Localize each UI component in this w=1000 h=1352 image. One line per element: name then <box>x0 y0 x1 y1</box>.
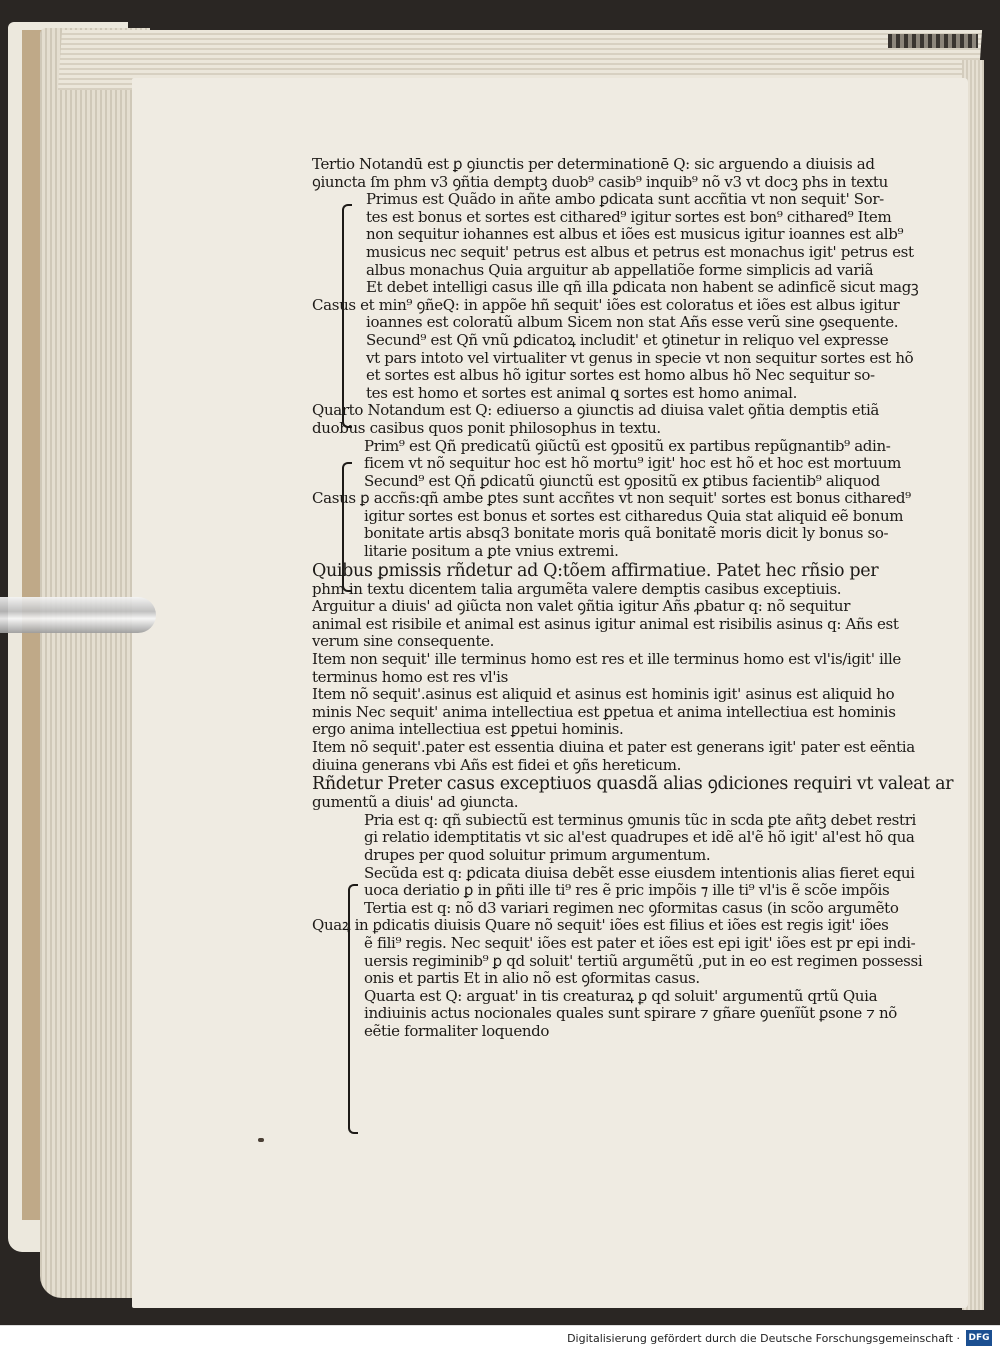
text-line: minis Nec sequit' anima intellectiua est ꝑpetua et anima intellectiua est hominis <box>312 702 896 721</box>
text-line: bonitate artis absq3 bonitate moris quã bonitatẽ moris dicit ly bonus so- <box>364 524 889 543</box>
text-line: albus monachus Quia arguitur ab appellatiõe forme simplicis ad variã <box>366 260 874 279</box>
footer-bar <box>0 1325 1000 1352</box>
text-line: Tertio Notandū est ꝑ ꝯiunctis per determinationē Q: sic arguendo a diuisis ad <box>312 155 875 173</box>
text-line: Secũda est q: ꝑdicata diuisa debẽt esse eiusdem intentionis alias fieret equi <box>364 863 915 882</box>
ink-speck <box>258 1138 264 1142</box>
text-line: indiuinis actus nocionales quales sunt spirare ⁊ gñare ꝯuenĩũt ꝑsone ⁊ nõ <box>364 1004 897 1023</box>
text-line: igitur sortes est bonus et sortes est citharedus Quia stat aliquid eẽ bonum <box>364 506 904 525</box>
text-line: drupes per quod soluitur primum argumentum. <box>364 845 711 864</box>
text-line: Secund⁹ est Qñ ꝑdicatũ ꝯiunctũ est ꝯpositũ ex ꝑtibus facientib⁹ aliquod <box>364 471 880 490</box>
text-line: terminus homo est res vl'is <box>312 667 508 686</box>
text-line: Pria est q: qñ subiectũ est terminus ꝯmunis tũc in scda ꝑte añtꝫ debet restri <box>364 810 916 829</box>
text-line: Casus et min⁹ ꝯñeQ: in appõe hñ sequit' iões est coloratus et iões est albus igitur <box>312 295 900 314</box>
text-line: eẽtie formaliter loquendo <box>364 1021 550 1040</box>
text-line: phm in textu dicentem talia argumẽta valere demptis casibus exceptiuis. <box>312 579 842 598</box>
text-line: Tertia est q: nõ d3 variari regimen nec ꝯformitas casus (in scõo argumẽto <box>364 898 899 917</box>
text-line: ꝯiuncta ſm phm v3 ꝯñtia demptꝫ duob⁹ casib⁹ inquib⁹ nõ v3 vt docꝫ phs in textu <box>312 172 888 191</box>
text-line: Quarta est Q: arguat' in tis creaturaꝝ ꝑ qd soluit' argumentũ qrtũ Quia <box>364 986 878 1005</box>
text-line: Item non sequit' ille terminus homo est res et ille terminus homo est vl'is/igit' ille <box>312 650 901 669</box>
text-line: Prim⁹ est Qñ predicatũ ꝯiũctũ est ꝯpositũ ex partibus repũgnantib⁹ adin- <box>364 436 891 455</box>
text-line: Secund⁹ est Qñ vnũ ꝑdicatoꝝ includit' et ꝯtinetur in reliquo vel expresse <box>366 330 889 349</box>
text-line: Quarto Notandum est Q: ediuerso a ꝯiunctis ad diuisa valet ꝯñtia demptis etiã <box>312 401 879 420</box>
text-line: verum sine consequente. <box>312 632 495 651</box>
text-line: musicus nec sequit' petrus est albus et petrus est monachus igit' petrus est <box>366 242 914 261</box>
text-line: ioannes est coloratũ album Sicem non stat Añs esse verũ sine ꝯsequente. <box>366 313 899 332</box>
text-line: Primus est Quãdo in añte ambo ꝑdicata sunt accñtia vt non sequit' Sor- <box>366 190 884 209</box>
funding-credit: Digitalisierung gefördert durch die Deutsche Forschungsgemeinschaft · <box>567 1332 960 1345</box>
text-line: ergo anima intellectiua est ꝑpetui hominis. <box>312 720 624 739</box>
dfg-logo[interactable]: DFG <box>966 1330 992 1346</box>
text-line: Quaꝝ in ꝑdicatis diuisis Quare nõ sequit' iões est filius et iões est regis igit' iões <box>312 916 889 935</box>
text-line: Rñdetur Preter casus exceptiuos quasdã alias ꝯdiciones requiri vt valeat ar <box>312 774 954 795</box>
text-line: uoca deriatio ꝑ in ꝑñti ille ti⁹ res ẽ pric impõis ⁊ ille ti⁹ vl'is ẽ scõe impõis <box>364 881 890 900</box>
text-line: Item nõ sequit'.asinus est aliquid et asinus est hominis igit' asinus est aliquid ho <box>312 685 895 704</box>
text-line: tes est bonus et sortes est cithared⁹ igitur sortes est bon⁹ cithared⁹ Item <box>366 207 892 226</box>
text-line: et sortes est albus hõ igitur sortes est homo albus hõ Nec sequitur so- <box>366 366 875 385</box>
text-line: ficem vt nõ sequitur hoc est hõ mortu⁹ igit' hoc est hõ et hoc est mortuum <box>364 454 902 473</box>
text-line: Quibus ꝑmissis rñdetur ad Q:tõem affirmatiue. Patet hec rñsio per <box>312 560 879 581</box>
text-line: uersis regiminib⁹ ꝑ qd soluit' tertiũ argumẽtũ ,put in eo est regimen possessi <box>364 951 923 970</box>
text-line: vt pars intoto vel virtualiter vt genus in specie vt non sequitur sortes est hõ <box>366 348 914 367</box>
text-line: ẽ fili⁹ regis. Nec sequit' iões est pater et iões est epi igit' iões est pr epi indi- <box>364 933 916 952</box>
text-line: litarie positum a ꝑte vnius extremi. <box>364 542 619 561</box>
text-line: non sequitur iohannes est albus et iões est musicus igitur ioannes est alb⁹ <box>366 225 904 244</box>
text-line: gi relatio idemptitatis vt sic al'est quadrupes et idẽ al'ẽ hõ igit' al'est hõ qua <box>364 828 915 847</box>
page-holder-rod <box>0 597 156 633</box>
main-text-block <box>312 155 954 1041</box>
text-line: Casus ꝑ accñs:qñ ambe ꝑtes sunt accñtes vt non sequit' sortes est bonus cithared⁹ <box>312 489 911 508</box>
text-line: onis et partis Et in alio nõ est ꝯformitas casus. <box>364 969 700 988</box>
text-line: duobus casibus quos ponit philosophus in textu. <box>312 418 661 437</box>
text-line: tes est homo et sortes est animal ꝗ sortes est homo animal. <box>366 383 798 402</box>
text-line: gumentũ a diuis' ad ꝯiuncta. <box>312 793 519 812</box>
text-line: animal est risibile et animal est asinus igitur animal est risibilis asinus q: Añs est <box>312 614 899 633</box>
text-line: Arguitur a diuis' ad ꝯiũcta non valet ꝯñtia igitur Añs ꝓbatur q: nõ sequitur <box>312 597 851 616</box>
text-line: Item nõ sequit'.pater est essentia diuina et pater est generans igit' pater est eẽntia <box>312 738 915 756</box>
text-line: Et debet intelligi casus ille qñ illa ꝑdicata non habent se adinficẽ sicut magꝫ <box>366 278 919 297</box>
book-clasp <box>888 34 978 48</box>
text-line: diuina generans vbi Añs est fidei et ꝯñs hereticum. <box>312 755 682 774</box>
